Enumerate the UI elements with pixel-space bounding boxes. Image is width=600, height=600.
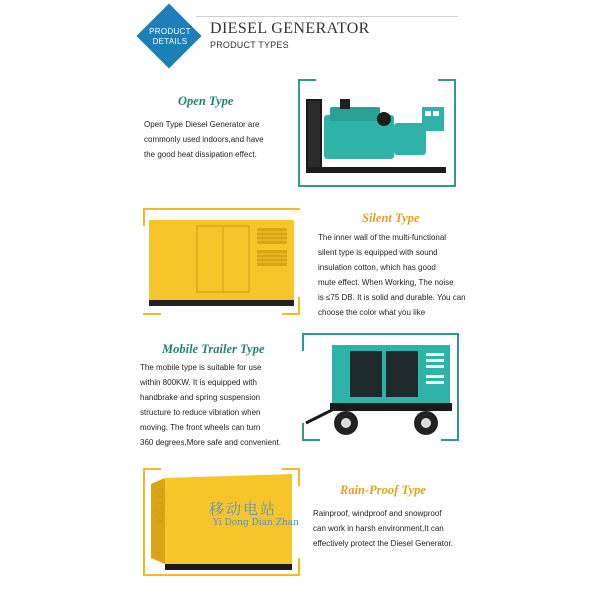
badge-label (142, 27, 198, 47)
text-line: Rainproof, windproof and snowproof (313, 509, 442, 518)
badge-line-1: PRODUCT (149, 27, 191, 36)
open-type-generator-image (302, 87, 452, 182)
text-line: structure to reduce vibration when (140, 408, 261, 417)
text-line: is ≤75 DB. It is solid and durable. You can (318, 293, 466, 302)
rain-proof-logo-pinyin: Yi Dong Dian Zhan (213, 518, 299, 528)
silent-type-generator-image (147, 218, 296, 308)
text-line: choose the color what you like (318, 308, 426, 317)
open-type-image-frame (298, 79, 456, 187)
rain-proof-image-frame (143, 468, 300, 576)
text-line: effectively protect the Diesel Generator. (313, 539, 453, 548)
text-line: Open Type Diesel Generator are (144, 120, 260, 129)
section-text-open-type (144, 117, 294, 162)
text-line: silent type is equipped with sound (318, 248, 438, 257)
mobile-trailer-image-frame (302, 333, 459, 441)
text-line: handbrake and spring suspension (140, 393, 261, 402)
text-line: commonly used indoors,and have (144, 135, 264, 144)
section-title-mobile-trailer-type: Mobile Trailer Type (162, 342, 265, 356)
section-text-rain-proof-type (313, 506, 473, 551)
text-line: can work in harsh environment,It can (313, 524, 444, 533)
section-title-open-type: Open Type (178, 94, 234, 108)
text-line: The inner wall of the multi-functional (318, 233, 447, 242)
section-title-silent-type: Silent Type (362, 211, 420, 225)
section-title-rain-proof-type: Rain-Proof Type (340, 483, 426, 497)
text-line: insulation cotton, which has good (318, 263, 436, 272)
section-text-silent-type (318, 230, 468, 320)
text-line: the good heat dissipation effect. (144, 150, 257, 159)
rain-proof-logo-chinese: 移动电站 (209, 500, 278, 518)
header-divider (196, 16, 458, 17)
text-line: 360 degrees,More safe and convenient. (140, 438, 281, 447)
page-title: DIESEL GENERATOR (210, 20, 370, 37)
text-line: moving. The front wheels can turn (140, 423, 261, 432)
text-line: within 800KW. It is equipped with (140, 378, 257, 387)
badge-line-2: DETAILS (152, 37, 188, 46)
text-line: The mobile type is suitable for use (140, 363, 262, 372)
mobile-trailer-generator-image (304, 339, 457, 439)
section-text-mobile-trailer-type (140, 360, 290, 450)
page-subtitle: PRODUCT TYPES (210, 40, 289, 50)
silent-type-image-frame (143, 208, 300, 315)
text-line: mute effect. When Working, The noise (318, 278, 454, 287)
